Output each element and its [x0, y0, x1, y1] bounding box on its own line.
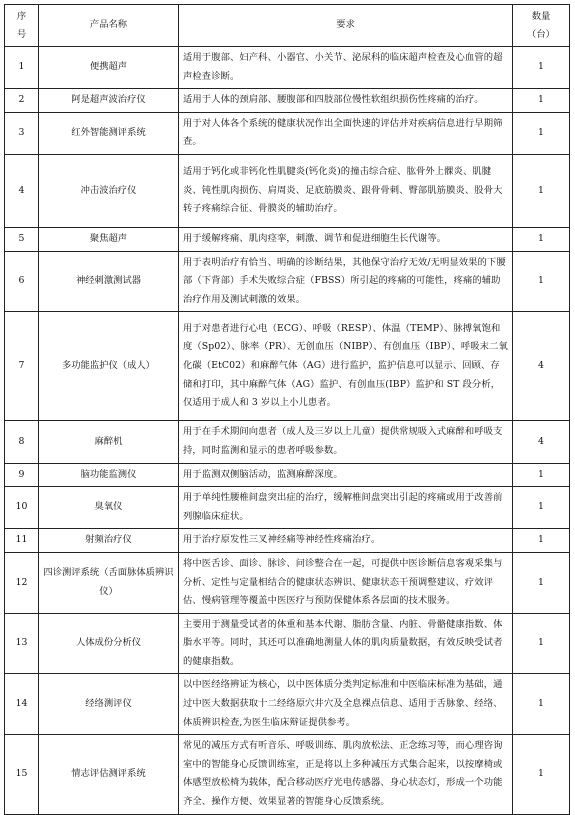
table-row	[5, 421, 570, 463]
table-row	[5, 47, 570, 89]
row-seq-cell: 11	[5, 529, 39, 553]
row-qty-cell: 1	[513, 89, 570, 113]
table-row	[5, 251, 570, 312]
row-seq-cell: 6	[5, 251, 39, 312]
table-row	[5, 529, 570, 553]
row-qty-cell: 4	[513, 421, 570, 463]
row-name-cell: 脑功能监测仪	[39, 463, 179, 487]
row-name-cell: 红外智能测评系统	[39, 112, 179, 154]
row-seq-cell: 9	[5, 463, 39, 487]
row-qty-cell: 1	[513, 735, 570, 814]
header-requirements: 要求	[179, 5, 513, 47]
row-requirement-cell: 用于表明治疗有恰当、明确的诊断结果，其他保守治疗无效/无明显效果的下腰部（下背部）手术失败综合症（FBSS）所引起的疼痛的可能性，疼痛的辅助治疗作用及测试刺激的效果。	[179, 251, 513, 312]
table-row	[5, 674, 570, 735]
table-row	[5, 487, 570, 529]
row-name-cell: 射频治疗仪	[39, 529, 179, 553]
row-requirement-cell: 用于治疗原发性三叉神经痛等神经性疼痛治疗。	[179, 529, 513, 553]
row-qty-cell: 1	[513, 552, 570, 613]
table-header-row	[5, 5, 570, 47]
table-row	[5, 463, 570, 487]
row-seq-cell: 4	[5, 154, 39, 227]
row-requirement-cell: 适用于腹部、妇产科、小器官、小关节、泌尿科的临床超声检查及心血管的超声检查诊断。	[179, 47, 513, 89]
table-row	[5, 227, 570, 251]
row-seq-cell: 3	[5, 112, 39, 154]
row-qty-cell: 1	[513, 227, 570, 251]
row-name-cell: 便携超声	[39, 47, 179, 89]
row-seq-cell: 7	[5, 312, 39, 421]
row-seq-cell: 2	[5, 89, 39, 113]
row-requirement-cell: 用于缓解疼痛、肌肉痉挛，刺激、调节和促进细胞生长代谢等。	[179, 227, 513, 251]
row-requirement-cell: 以中医经络辨证为核心，以中医体质分类判定标准和中医临床标准为基础，通过中医大数据获取十二经络原穴井穴及全息裸点信息、适用于舌脉象、经络、体质辨识检查,为医生临床辩证提供参考。	[179, 674, 513, 735]
row-requirement-cell: 用于单纯性腰椎间盘突出症的治疗，缓解椎间盘突出引起的疼痛或用于改善前列腺临床症状。	[179, 487, 513, 529]
row-qty-cell: 1	[513, 251, 570, 312]
row-seq-cell: 12	[5, 552, 39, 613]
row-requirement-cell: 用于在手术期间向患者（成人及三岁以上儿童）提供常规吸入式麻醉和呼吸支持，同时监测和显示的患者呼吸参数。	[179, 421, 513, 463]
table-body	[5, 47, 570, 815]
header-qty-line1: 数量	[531, 10, 551, 22]
table-row	[5, 613, 570, 674]
header-seq-line1: 序	[16, 10, 27, 22]
row-name-cell: 神经刺激测试器	[39, 251, 179, 312]
header-seq-line2: 号	[16, 28, 27, 40]
row-seq-cell: 1	[5, 47, 39, 89]
row-seq-cell: 15	[5, 735, 39, 814]
row-name-cell: 臭氧仪	[39, 487, 179, 529]
row-qty-cell: 1	[513, 613, 570, 674]
row-requirement-cell: 用于对人体各个系统的健康状况作出全面快速的评估并对疾病信息进行早期筛查。	[179, 112, 513, 154]
row-requirement-cell: 适用于人体的颈肩部、腰腹部和四肢部位慢性软组织损伤性疼痛的治疗。	[179, 89, 513, 113]
row-qty-cell: 4	[513, 312, 570, 421]
row-seq-cell: 13	[5, 613, 39, 674]
header-seq	[5, 5, 39, 47]
row-requirement-cell: 适用于钙化或非钙化性肌腱炎(钙化炎)的撞击综合症、肱骨外上髁炎、肌腱炎、钝性肌肉损伤、肩周炎、足底筋膜炎、跟骨骨刺、臀部肌筋膜炎、股骨大转子疼痛综合征、骨膜炎的辅助治疗。	[179, 154, 513, 227]
row-qty-cell: 1	[513, 154, 570, 227]
row-seq-cell: 10	[5, 487, 39, 529]
row-qty-cell: 1	[513, 463, 570, 487]
row-name-cell: 情志评估测评系统	[39, 735, 179, 814]
table-row	[5, 552, 570, 613]
row-seq-cell: 8	[5, 421, 39, 463]
row-name-cell: 聚焦超声	[39, 227, 179, 251]
row-requirement-cell: 将中医舌诊、面诊、脉诊、问诊整合在一起，可提供中医诊断信息客观采集与分析、定性与定量相结合的健康状态辨识、健康状态干预调整建议、疗效评估、慢病管理等覆盖中医医疗与预防保健体系各层面的技术服务。	[179, 552, 513, 613]
row-seq-cell: 5	[5, 227, 39, 251]
row-qty-cell: 1	[513, 487, 570, 529]
row-name-cell: 冲击波治疗仪	[39, 154, 179, 227]
row-name-cell: 多功能监护仪（成人）	[39, 312, 179, 421]
row-qty-cell: 1	[513, 112, 570, 154]
table-row	[5, 312, 570, 421]
row-qty-cell: 1	[513, 47, 570, 89]
row-name-cell: 经络测评仪	[39, 674, 179, 735]
row-name-cell: 人体成份分析仪	[39, 613, 179, 674]
table-row	[5, 735, 570, 814]
header-name: 产品名称	[39, 5, 179, 47]
table-row	[5, 112, 570, 154]
header-qty	[513, 5, 570, 47]
header-qty-line2: （台）	[527, 28, 555, 40]
equipment-requirements-table	[4, 4, 570, 815]
row-name-cell: 四诊测评系统（舌面脉体质辨识仪）	[39, 552, 179, 613]
row-requirement-cell: 用于监测双侧脑活动，监测麻醉深度。	[179, 463, 513, 487]
row-seq-cell: 14	[5, 674, 39, 735]
row-requirement-cell: 常见的减压方式有听音乐、呼吸训练、肌肉放松法、正念练习等，而心理咨询室中的智能身心反馈训练室，正是将以上多种减压方式集合起来，以按摩椅或体感型放松椅为载体，配合移动医疗光电传感器、身心状态灯，形成一个功能齐全、操作方便、效果显著的智能身心反馈系统。	[179, 735, 513, 814]
row-qty-cell: 1	[513, 529, 570, 553]
row-name-cell: 麻醉机	[39, 421, 179, 463]
row-qty-cell: 1	[513, 674, 570, 735]
table-row	[5, 154, 570, 227]
row-name-cell: 阿是超声波治疗仪	[39, 89, 179, 113]
row-requirement-cell: 主要用于测量受试者的体重和基本代谢、脂肪含量、内脏、骨骼健康指数、体脂水平等。同时，其还可以准确地测量人体的肌肉质量数据，有效反映受试者的健康指数。	[179, 613, 513, 674]
table-row	[5, 89, 570, 113]
row-requirement-cell: 用于对患者进行心电（ECG）、呼吸（RESP）、体温（TEMP）、脉搏氧饱和度（Sp02）、脉率（PR）、无创血压（NIBP）、有创血压（IBP）、呼吸末二氧化碳（EtC02）和麻醉气体（AG）进行监护，监护信息可以显示、回顾、存储和打印，其中麻醉气体（AG）监护、有创血压(IBP）监护和 ST 段分析，仅适用于成人和 3 岁以上小儿患者。	[179, 312, 513, 421]
